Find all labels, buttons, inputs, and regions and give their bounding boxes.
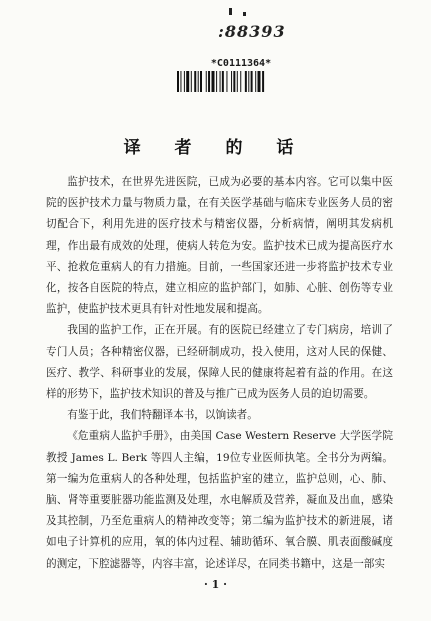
paragraph: 监护技术，在世界先进医院，已成为必要的基本内容。它可以集中医院的医护技术力量与物质力量，在有关医学基础与临床专业医务人员的密切配合下，利用先进的医疗技术与精密仪器，分析病情，阐明其发病机理，作出最有成效的处理，使病人转危为安。监护技术已成为提高医疗水平、抢救危重病人的有力措施。目前，一些国家还进一步将监护技术专业化，按各自医院的特点，建立相应的监护部门，如肺、心脏、创伤等专业监护，使监护技术更具有针对性地发展和提高。 [46, 176, 393, 316]
paragraph: 《危重病人监护手册》，由美国 Case Western Reserve 大学医学院教授 James L. Berk 等四人主编，19位专业医师执笔。全书分为两编。第一编为危重病人的各种处理，包括监护室的建立，监护总则，心、肺、脑、肾等重要脏器功能监测及处理，水电解质及营养，凝血及出血，感染及其控制，乃至危重病人的精神改变等；第二编为监护技术的新进展，诸如电子计算机的应用，氧的体内过程、辅助循环、氧合膜、肌表面酸碱度的测定，下腔滤器等，内容丰富，论述详尽，在同类书籍中，这是一部实 [46, 430, 393, 570]
page-number: · 1 · [204, 578, 227, 591]
handwritten-number: :88393 [218, 22, 286, 41]
ink-mark [229, 8, 232, 15]
paragraph: 我国的监护工作，正在开展。有的医院已经建立了专门病房，培训了专门人员；各种精密仪器，已经研制成功，投入使用，这对人民的保健、医疗、教学、科研事业的发展，保障人民的健康将起着有益的作用。在这样的形势下，监护技术知识的普及与推广已成为医务人员的迫切需要。 [46, 324, 393, 401]
barcode-text: *C0111364* [210, 58, 272, 69]
barcode [177, 71, 305, 92]
body-text [46, 172, 393, 575]
paragraph: 有鉴于此，我们特翻译本书，以饷读者。 [67, 409, 258, 422]
page-title: 译 者 的 话 [123, 138, 308, 158]
ink-mark [243, 12, 246, 16]
